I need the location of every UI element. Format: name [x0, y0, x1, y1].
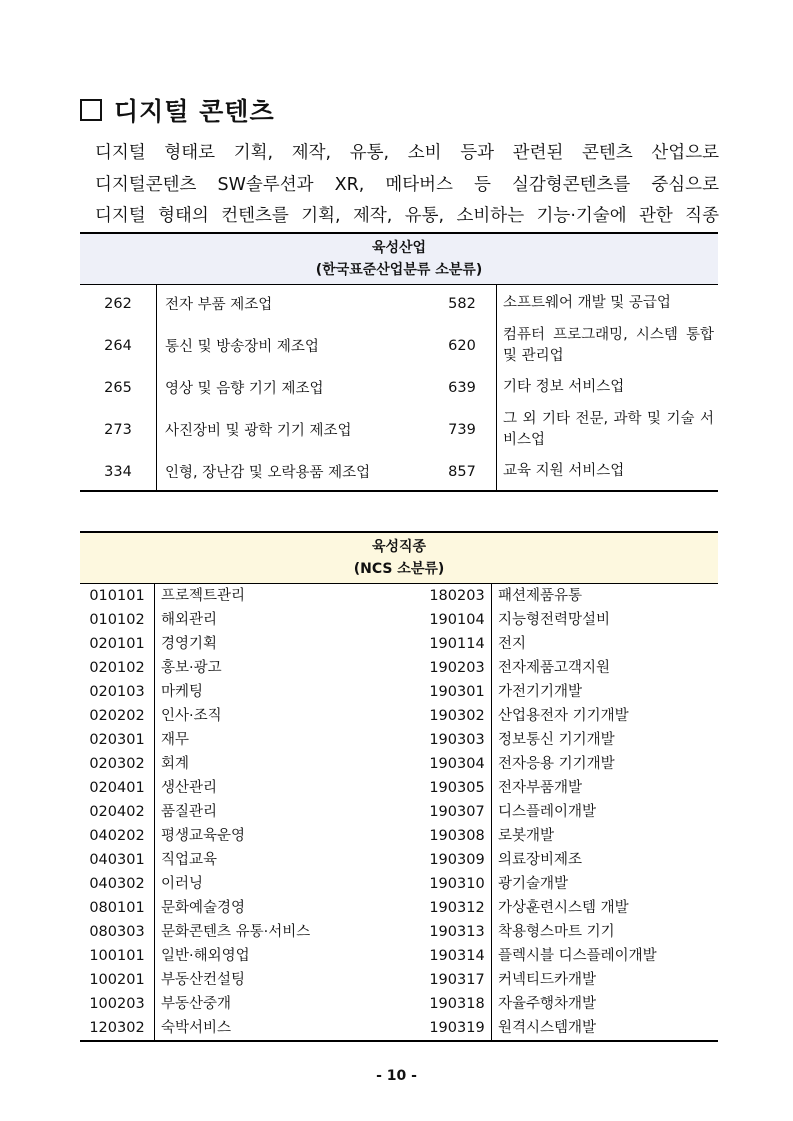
- industry-name: 소프트웨어 개발 및 공급업: [503, 295, 671, 311]
- job-name: 이러닝: [161, 876, 204, 892]
- job-name: 원격시스템개발: [498, 1020, 597, 1036]
- industry-name: 교육 지원 서비스업: [503, 463, 625, 479]
- job-name: 착용형스마트 기기: [498, 924, 615, 940]
- job-name: 전지: [498, 636, 527, 652]
- industry-name: 컴퓨터 프로그래밍, 시스템 통합 및 관리업: [503, 326, 714, 364]
- job-name: 전자제품고객지원: [498, 660, 611, 676]
- job-name: 전자부품개발: [498, 780, 583, 796]
- job-code: 190303: [423, 728, 492, 752]
- job-name: 가상훈련시스템 개발: [498, 900, 629, 916]
- job-name: 의료장비제조: [498, 852, 583, 868]
- job-code: 190309: [423, 848, 492, 872]
- table-row: [80, 800, 718, 824]
- job-code: 020103: [80, 680, 155, 704]
- job-code: 190308: [423, 824, 492, 848]
- job-name: 인사·조직: [161, 708, 222, 724]
- industry-name: 기타 정보 서비스업: [503, 379, 625, 395]
- job-code: 190203: [423, 656, 492, 680]
- job-code: 020101: [80, 632, 155, 656]
- table-row: [80, 1016, 718, 1041]
- job-code: 020402: [80, 800, 155, 824]
- job-code: 040301: [80, 848, 155, 872]
- industry-code: 857: [428, 453, 497, 491]
- table-row: [80, 896, 718, 920]
- job-name: 문화예술경영: [161, 900, 246, 916]
- job-code: 190301: [423, 680, 492, 704]
- job-name: 평생교육운영: [161, 828, 246, 844]
- industry-name: 인형, 장난감 및 오락용품 제조업: [165, 465, 371, 481]
- table-row: [80, 608, 718, 632]
- job-name: 부동산중개: [161, 996, 232, 1012]
- job-name: 정보통신 기기개발: [498, 732, 615, 748]
- industry-table-header: [80, 233, 718, 285]
- job-table-header: [80, 532, 718, 584]
- job-code: 010101: [80, 584, 155, 609]
- table-row: [80, 968, 718, 992]
- job-code: 190305: [423, 776, 492, 800]
- table-row: [80, 776, 718, 800]
- table-row: [80, 848, 718, 872]
- table-row: [80, 944, 718, 968]
- job-code: 120302: [80, 1016, 155, 1041]
- job-code: 190318: [423, 992, 492, 1016]
- job-code: 190314: [423, 944, 492, 968]
- job-code: 020202: [80, 704, 155, 728]
- job-code: 190317: [423, 968, 492, 992]
- industry-table-subtitle: (한국표준산업분류 소분류): [315, 262, 483, 278]
- industry-code: 334: [80, 453, 157, 491]
- job-code: 190302: [423, 704, 492, 728]
- industry-code: 262: [80, 285, 157, 323]
- job-name: 가전기기개발: [498, 684, 583, 700]
- empty-box-icon: [80, 99, 102, 121]
- industry-code: 620: [428, 322, 497, 369]
- job-code: 190313: [423, 920, 492, 944]
- table-row: [80, 656, 718, 680]
- job-code: 040202: [80, 824, 155, 848]
- job-name: 프로젝트관리: [161, 588, 246, 604]
- job-table: [80, 531, 718, 1042]
- job-name: 광기술개발: [498, 876, 569, 892]
- table-row: [80, 992, 718, 1016]
- job-code: 190304: [423, 752, 492, 776]
- job-code: 180203: [423, 584, 492, 609]
- industry-code: 739: [428, 406, 497, 453]
- job-code: 020401: [80, 776, 155, 800]
- job-name: 플렉시블 디스플레이개발: [498, 948, 657, 964]
- job-name: 품질관리: [161, 804, 218, 820]
- table-row: [80, 728, 718, 752]
- intro-paragraph: [95, 138, 719, 233]
- table-row: [80, 920, 718, 944]
- job-name: 일반·해외영업: [161, 948, 250, 964]
- job-code: 100201: [80, 968, 155, 992]
- job-code: 190310: [423, 872, 492, 896]
- job-table-subtitle: (NCS 소분류): [353, 561, 445, 577]
- job-code: 190114: [423, 632, 492, 656]
- industry-code: 582: [428, 285, 497, 323]
- page-number: - 10 -: [376, 1068, 417, 1084]
- industry-name: 영상 및 음향 기기 제조업: [165, 381, 324, 397]
- job-name: 부동산컨설팅: [161, 972, 246, 988]
- job-name: 직업교육: [161, 852, 218, 868]
- industry-name: 전자 부품 제조업: [165, 297, 273, 313]
- table-row: [80, 632, 718, 656]
- industry-code: 639: [428, 369, 497, 406]
- job-name: 패션제품유통: [498, 588, 583, 604]
- job-name: 전자응용 기기개발: [498, 756, 615, 772]
- job-code: 020302: [80, 752, 155, 776]
- industry-code: 264: [80, 322, 157, 369]
- job-name: 숙박서비스: [161, 1020, 232, 1036]
- industry-code: 265: [80, 369, 157, 406]
- industry-code: 273: [80, 406, 157, 453]
- job-code: 080101: [80, 896, 155, 920]
- table-row: [80, 285, 718, 323]
- industry-name: 그 외 기타 전문, 과학 및 기술 서비스업: [503, 410, 714, 448]
- table-row: [80, 872, 718, 896]
- table-row: [80, 453, 718, 491]
- job-name: 디스플레이개발: [498, 804, 597, 820]
- job-name: 로봇개발: [498, 828, 555, 844]
- job-name: 산업용전자 기기개발: [498, 708, 629, 724]
- intro-line: 디지털 형태로 기획, 제작, 유통, 소비 등과 관련된 콘텐츠 산업으로: [95, 143, 719, 163]
- job-name: 마케팅: [161, 684, 204, 700]
- job-name: 지능형전력망설비: [498, 612, 611, 628]
- table-row: [80, 824, 718, 848]
- job-code: 190312: [423, 896, 492, 920]
- job-code: 040302: [80, 872, 155, 896]
- job-name: 생산관리: [161, 780, 218, 796]
- job-code: 080303: [80, 920, 155, 944]
- job-code: 190307: [423, 800, 492, 824]
- job-name: 커넥티드카개발: [498, 972, 597, 988]
- job-name: 자율주행차개발: [498, 996, 597, 1012]
- job-code: 100101: [80, 944, 155, 968]
- industry-name: 사진장비 및 광학 기기 제조업: [165, 423, 352, 439]
- table-row: [80, 680, 718, 704]
- job-name: 해외관리: [161, 612, 218, 628]
- table-row: [80, 369, 718, 406]
- job-name: 경영기획: [161, 636, 218, 652]
- table-row: [80, 322, 718, 369]
- job-code: 100203: [80, 992, 155, 1016]
- table-row: [80, 406, 718, 453]
- table-row: [80, 584, 718, 609]
- job-code: 190319: [423, 1016, 492, 1041]
- industry-table-title: 육성산업: [371, 240, 427, 256]
- job-table-title: 육성직종: [371, 539, 427, 555]
- industry-table: [80, 232, 718, 492]
- industry-name: 통신 및 방송장비 제조업: [165, 339, 319, 355]
- job-code: 020301: [80, 728, 155, 752]
- job-code: 020102: [80, 656, 155, 680]
- section-title-text: 디지털 콘텐츠: [114, 97, 275, 126]
- table-row: [80, 752, 718, 776]
- intro-line: 디지털콘텐츠 SW솔루션과 XR, 메타버스 등 실감형콘텐츠를 중심으로: [95, 174, 719, 195]
- job-name: 홍보·광고: [161, 660, 222, 676]
- job-code: 010102: [80, 608, 155, 632]
- table-row: [80, 704, 718, 728]
- job-name: 회계: [161, 756, 190, 772]
- job-name: 재무: [161, 732, 190, 748]
- job-name: 문화콘텐츠 유통·서비스: [161, 924, 311, 940]
- intro-line: 디지털 형태의 컨텐츠를 기획, 제작, 유통, 소비하는 기능·기술에 관한 직종: [95, 206, 719, 226]
- section-title: [80, 92, 275, 128]
- job-code: 190104: [423, 608, 492, 632]
